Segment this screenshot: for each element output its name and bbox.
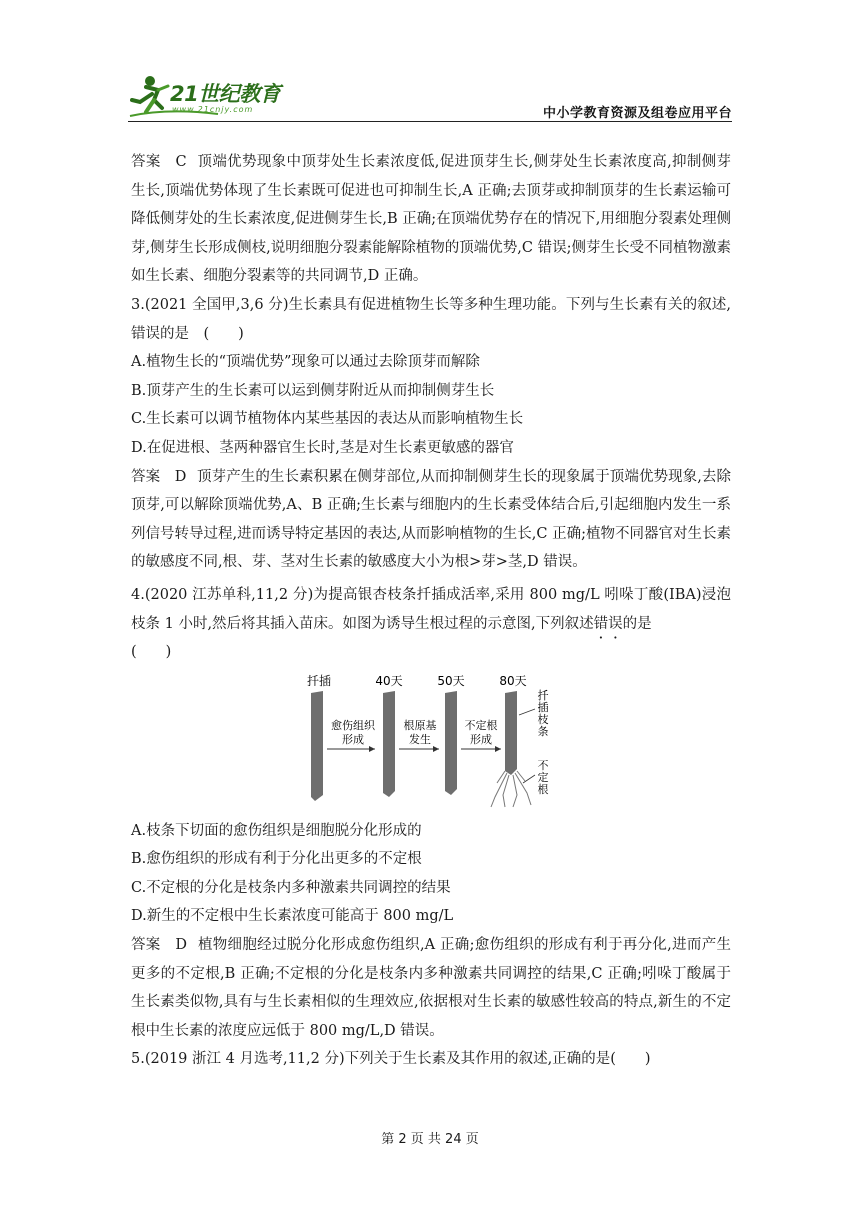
q2-answer xyxy=(131,148,731,291)
answer-label: 答案 D xyxy=(131,468,187,485)
q3-stem: 3.(2021 全国甲,3,6 分)生长素具有促进植物生长等多种生理功能。下列与生长素有关的叙述,错误的是 ( ) xyxy=(131,296,731,342)
logo-url: www.21cnjy.com xyxy=(172,105,254,114)
stage-label: 80天 xyxy=(499,673,527,688)
stem-cutting xyxy=(383,691,395,797)
header-divider xyxy=(128,121,732,122)
q5-stem: 5.(2019 浙江 4 月选考,11,2 分)下列关于生长素及其作用的叙述,正确的是( ) xyxy=(131,1051,651,1068)
emphasis-char: 错 xyxy=(593,615,609,632)
emphasis-char: 误 xyxy=(608,615,623,632)
platform-name: 中小学教育资源及组卷应用平台 xyxy=(542,106,732,121)
q4-stem-tail: 的是 xyxy=(622,615,652,632)
answer-text: 顶端优势现象中顶芽处生长素浓度低,促进顶芽生长,侧芽处生长素浓度高,抑制侧芽生长,顶端优势体现了生长素既可促进也可抑制生长,A 正确;去顶芽或抑制顶芽的生长素运输可降低侧芽处的生长素浓度,促进侧芽生长,B 正确;在顶端优势存在的情况下,用细胞分裂素处理侧芽,侧芽生长形成侧枝,说明细胞分裂素能解除植物的顶端优势,C 错误;侧芽生长受不同植物激素如生长素、细胞分裂素等的共同调节,D 正确。 xyxy=(131,154,731,285)
stage-label: 50天 xyxy=(437,673,465,688)
rooting-diagram xyxy=(131,671,731,811)
arrow-label: 愈伤组织 xyxy=(331,718,375,732)
stem-cutting xyxy=(445,691,457,795)
arrow-label: 形成 xyxy=(342,732,364,746)
q4-stem-text: 4.(2020 江苏单科,11,2 分)为提高银杏枝条扦插成活率,采用 800 mg/L 吲哚丁酸(IBA)浸泡枝条 1 小时,然后将其插入苗床。如图为诱导生根过程的示意图,下列叙述 xyxy=(131,586,731,632)
document-body xyxy=(131,148,731,1074)
arrow-label: 不定根 xyxy=(464,718,498,732)
rooting-process-figure xyxy=(291,671,591,811)
label-leader xyxy=(523,775,535,783)
stage-label: 40天 xyxy=(375,673,403,688)
vertical-label-char: 条 xyxy=(537,724,549,738)
vertical-label-char: 扦 xyxy=(537,688,549,702)
arrow-label: 发生 xyxy=(409,732,431,746)
arrow-head xyxy=(495,746,501,752)
side-label-roots xyxy=(538,759,549,796)
arrow-head xyxy=(433,746,439,752)
q3-option-d: D.在促进根、茎两种器官生长时,茎是对生长素更敏感的器官 xyxy=(131,439,514,456)
answer-text: 植物细胞经过脱分化形成愈伤组织,A 正确;愈伤组织的形成有利于再分化,进而产生更多的不定根,B 正确;不定根的分化是枝条内多种激素共同调控的结果,C 正确;吲哚丁酸属于生长素类似物,具有与生长素相似的生理效应,依据根对生长素的敏感性较高的特点,新生的不定根中生长素的浓度应远低于 800 mg/L,D 错误。 xyxy=(131,937,731,1039)
page-header xyxy=(128,72,732,124)
site-logo xyxy=(128,72,298,122)
arrow-head xyxy=(369,746,375,752)
arrow-label: 形成 xyxy=(470,732,492,746)
label-leader xyxy=(519,709,535,715)
q4-answer xyxy=(131,931,731,1045)
q4-option-d: D.新生的不定根中生长素浓度可能高于 800 mg/L xyxy=(131,908,454,925)
q4-paren: ( ) xyxy=(131,644,172,661)
answer-text: 顶芽产生的生长素积累在侧芽部位,从而抑制侧芽生长的现象属于顶端优势现象,去除顶芽,可以解除顶端优势,A、B 正确;生长素与细胞内的生长素受体结合后,引起细胞内发生一系列信号转导过程,进而诱导特定基因的表达,从而影响植物的生长,C 正确;植物不同器官对生长素的敏感度不同,根、芽、茎对生长素的敏感度大小为根>芽>茎,D 错误。 xyxy=(131,468,731,571)
vertical-label-char: 不 xyxy=(537,758,549,772)
q3-answer xyxy=(131,463,731,577)
q3-option-b: B.顶芽产生的生长素可以运到侧芽附近从而抑制侧芽生长 xyxy=(131,382,495,399)
logo-text: 21世纪教育 xyxy=(170,82,281,106)
vertical-label-char: 定 xyxy=(537,770,549,784)
q4-option-c: C.不定根的分化是枝条内多种激素共同调控的结果 xyxy=(131,879,451,896)
adventitious-roots xyxy=(491,771,531,807)
q3-option-c: C.生长素可以调节植物体内某些基因的表达从而影响植物生长 xyxy=(131,411,524,428)
q4-stem xyxy=(131,581,731,638)
stage-label: 扦插 xyxy=(306,673,332,688)
answer-label: 答案 D xyxy=(131,937,188,954)
q4-option-b: B.愈伤组织的形成有利于分化出更多的不定根 xyxy=(131,851,422,868)
vertical-label-char: 枝 xyxy=(537,712,549,726)
stem-cutting xyxy=(505,691,517,775)
q4-option-a: A.枝条下切面的愈伤组织是细胞脱分化形成的 xyxy=(131,822,422,839)
vertical-label-char: 插 xyxy=(537,700,549,714)
arrow-label: 根原基 xyxy=(403,718,437,732)
stem-cutting xyxy=(311,691,323,801)
vertical-label-char: 根 xyxy=(537,782,549,796)
answer-label: 答案 C xyxy=(131,154,187,170)
q3-option-a: A.植物生长的“顶端优势”现象可以通过去除顶芽而解除 xyxy=(131,354,480,371)
page-number: 第 2 页 共 24 页 xyxy=(381,1132,479,1147)
side-label-cutting xyxy=(538,688,549,738)
